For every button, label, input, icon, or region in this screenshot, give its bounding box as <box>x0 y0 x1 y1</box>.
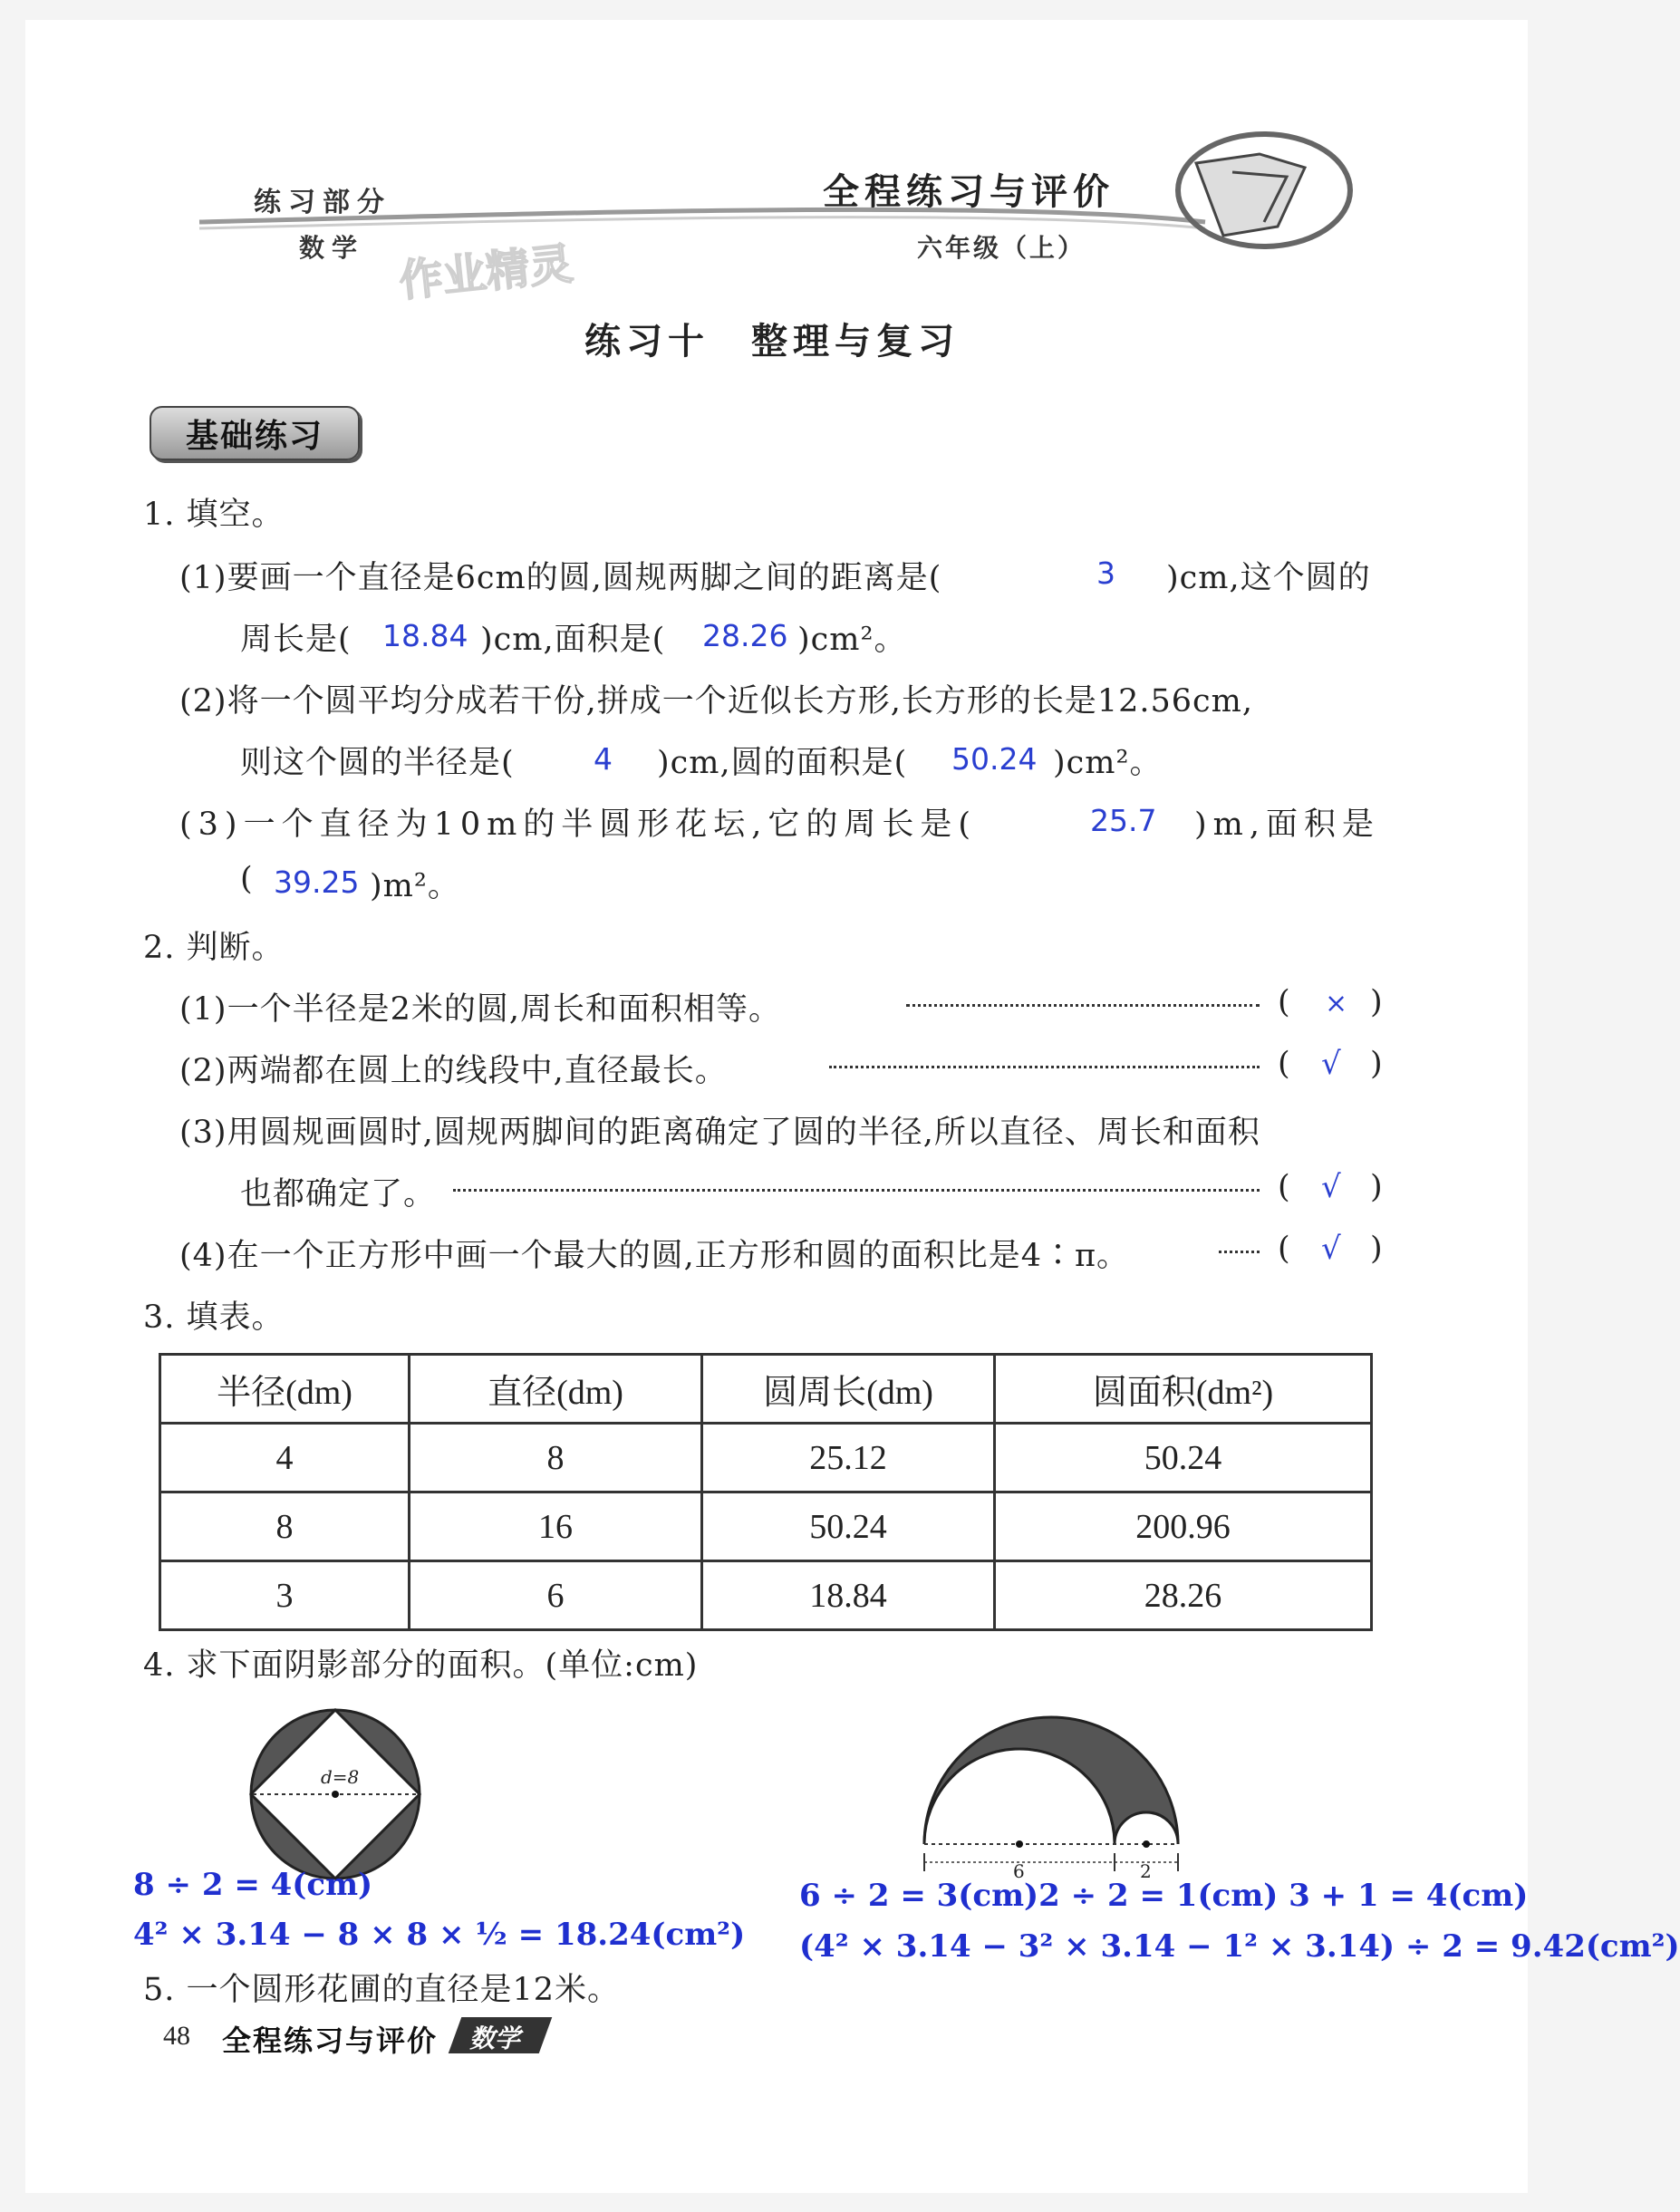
header-grade: 六年级（上） <box>917 233 1086 263</box>
table-cell: 25.12 <box>702 1424 995 1492</box>
q1-p3-text-3: ( <box>240 861 254 897</box>
q2-judgement-1: × <box>1325 988 1348 1019</box>
figure-2-label-6: 6 <box>1013 1860 1025 1882</box>
table-cell: 200.96 <box>995 1492 1372 1561</box>
q2-statement-3-cont: 也都确定了。 <box>240 1176 437 1212</box>
table-header: 直径(dm) <box>410 1355 702 1424</box>
q2-label: 2. 判断。 <box>143 930 285 966</box>
page-number: 48 <box>163 2021 190 2051</box>
q2-bracket-2-close: ) <box>1370 1046 1384 1082</box>
q2-statement-4: (4)在一个正方形中画一个最大的圆,正方形和圆的面积比是4∶π。 <box>179 1238 1129 1274</box>
q1-p2-text-3: )cm,圆的面积是( <box>657 745 908 781</box>
figure-2-label-2: 2 <box>1140 1860 1152 1882</box>
table-row <box>160 1424 1372 1492</box>
header-section: 练习部分 <box>254 187 391 218</box>
q1-p2-text-4: )cm²。 <box>1053 745 1163 781</box>
section-badge <box>150 406 360 460</box>
q2-dots-2 <box>829 1042 1260 1068</box>
table-header-row <box>160 1355 1372 1424</box>
section-badge-text: 基础练习 <box>185 417 323 455</box>
q1-p2-text-2: 则这个圆的半径是( <box>240 745 515 781</box>
header-decoration <box>190 136 1359 263</box>
header-book-title: 全程练习与评价 <box>823 171 1115 213</box>
figure-1-label: d=8 <box>321 1766 360 1788</box>
solution-1-line-1: 8 ÷ 2 = 4(cm) <box>133 1867 373 1903</box>
q1-p2-text: (2)将一个圆平均分成若干份,拼成一个近似长方形,长方形的长是12.56cm, <box>179 683 1253 720</box>
q2-bracket-1: ( <box>1278 984 1291 1020</box>
q1-p3-text-4: )m²。 <box>370 868 460 904</box>
table-cell: 16 <box>410 1492 702 1561</box>
table-header: 半径(dm) <box>160 1355 410 1424</box>
q1-answer-6: 25.7 <box>1090 803 1157 838</box>
solution-2-line-1: 6 ÷ 2 = 3(cm)2 ÷ 2 = 1(cm) 3 + 1 = 4(cm) <box>799 1878 1529 1914</box>
q1-answer-3: 28.26 <box>702 618 788 653</box>
table-cell: 3 <box>160 1561 410 1630</box>
table-cell: 50.24 <box>995 1424 1372 1492</box>
circle-table <box>159 1353 1373 1631</box>
q1-p1-text-3: 周长是( <box>240 622 352 658</box>
q1-p3-text: (3)一个直径为10m的半圆形花坛,它的周长是( <box>179 807 978 843</box>
header-subject: 数学 <box>299 233 365 263</box>
table-header: 圆面积(dm²) <box>995 1355 1372 1424</box>
table-row <box>160 1561 1372 1630</box>
q2-statement-2: (2)两端都在圆上的线段中,直径最长。 <box>179 1053 728 1089</box>
q2-dots-1 <box>906 980 1260 1007</box>
q1-answer-2: 18.84 <box>382 618 468 653</box>
q2-bracket-4-close: ) <box>1370 1231 1384 1267</box>
footer-tag: 数学 <box>469 2024 521 2053</box>
table-row <box>160 1492 1372 1561</box>
q2-dots-3 <box>453 1165 1260 1192</box>
q1-answer-1: 3 <box>1096 555 1115 591</box>
q1-answer-4: 4 <box>594 741 613 777</box>
q2-judgement-2: √ <box>1321 1046 1341 1082</box>
table-cell: 8 <box>160 1492 410 1561</box>
watermark: 作业精灵 <box>397 238 575 307</box>
figure-circle-square <box>245 1704 426 1885</box>
q3-label: 3. 填表。 <box>143 1299 285 1336</box>
q2-bracket-4: ( <box>1278 1231 1291 1267</box>
q1-answer-5: 50.24 <box>951 741 1038 777</box>
q1-p1-text-5: )cm²。 <box>797 622 907 658</box>
solution-2-line-2: (4² × 3.14 − 3² × 3.14 − 1² × 3.14) ÷ 2 = 9.42(cm²) <box>799 1928 1680 1965</box>
page-title: 练习十 整理与复习 <box>584 321 960 362</box>
table-cell: 18.84 <box>702 1561 995 1630</box>
q1-p1-text: (1)要画一个直径是6cm的圆,圆规两脚之间的距离是( <box>179 560 942 596</box>
table-header: 圆周长(dm) <box>702 1355 995 1424</box>
q1-label: 1. 填空。 <box>143 497 285 533</box>
figure-semicircles <box>915 1690 1196 1880</box>
q5-label: 5. 一个圆形花圃的直径是12米。 <box>143 1972 621 2008</box>
q2-bracket-3: ( <box>1278 1169 1291 1205</box>
q4-label: 4. 求下面阴影部分的面积。(单位:cm) <box>143 1647 699 1684</box>
q2-judgement-4: √ <box>1321 1231 1341 1267</box>
q1-p3-text-2: )m,面积是 <box>1194 807 1380 843</box>
q2-bracket-3-close: ) <box>1370 1169 1384 1205</box>
q2-statement-1: (1)一个半径是2米的圆,周长和面积相等。 <box>179 991 781 1028</box>
q1-p1-text-4: )cm,面积是( <box>480 622 666 658</box>
q1-answer-7: 39.25 <box>274 865 360 900</box>
table-cell: 50.24 <box>702 1492 995 1561</box>
table-cell: 4 <box>160 1424 410 1492</box>
table-cell: 8 <box>410 1424 702 1492</box>
table-cell: 6 <box>410 1561 702 1630</box>
table-cell: 28.26 <box>995 1561 1372 1630</box>
q2-bracket-2: ( <box>1278 1046 1291 1082</box>
q2-dots-4 <box>1219 1227 1260 1253</box>
footer-title: 全程练习与评价 <box>222 2024 439 2058</box>
q1-p1-text-2: )cm,这个圆的 <box>1166 560 1371 596</box>
q2-bracket-1-close: ) <box>1370 984 1384 1020</box>
q2-judgement-3: √ <box>1321 1169 1341 1205</box>
q2-statement-3: (3)用圆规画圆时,圆规两脚间的距离确定了圆的半径,所以直径、周长和面积 <box>179 1115 1260 1151</box>
solution-1-line-2: 4² × 3.14 − 8 × 8 × ½ = 18.24(cm²) <box>133 1917 746 1953</box>
